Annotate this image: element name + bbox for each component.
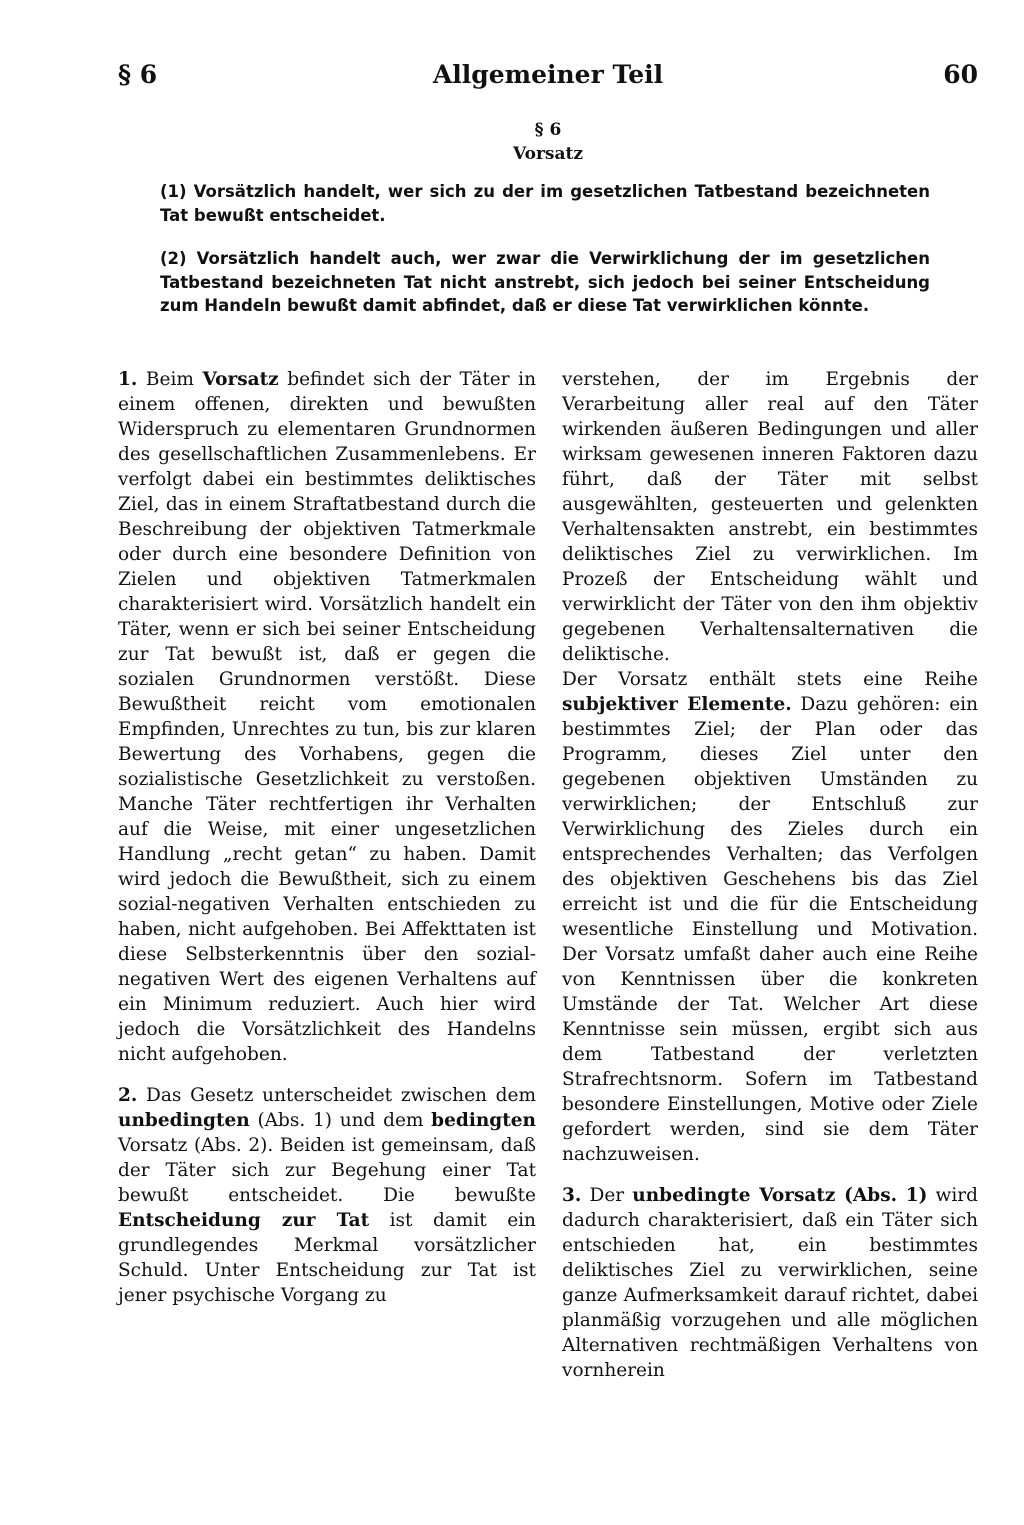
commentary-columns bbox=[118, 367, 978, 1487]
header-section-ref: § 6 bbox=[118, 60, 158, 89]
commentary-column-right bbox=[562, 367, 978, 1399]
note-text: (Abs. 1) und dem bbox=[249, 1110, 432, 1131]
note-emphasis: subjektiver Elemente. bbox=[562, 694, 792, 715]
commentary-note-2 bbox=[118, 1083, 536, 1308]
note-emphasis: unbedingten bbox=[118, 1110, 250, 1131]
note-emphasis: unbedingte Vorsatz (Abs. 1) bbox=[632, 1185, 928, 1206]
commentary-note-3 bbox=[562, 1183, 978, 1383]
section-title: Vorsatz bbox=[512, 144, 584, 164]
note-number: 2. bbox=[118, 1085, 138, 1106]
commentary-column-left bbox=[118, 367, 536, 1324]
note-text: ist damit ein grundlegendes Merkmal vorsätzlicher Schuld. Unter Entscheidung zur Tat ist jener psychische Vorgang zu bbox=[118, 1210, 536, 1306]
note-text: Der Vorsatz enthält stets eine Reihe bbox=[562, 669, 978, 690]
note-emphasis: Entscheidung zur Tat bbox=[118, 1210, 370, 1231]
note-text: Dazu gehören: ein bestimmtes Ziel; der Plan oder das Programm, dieses Ziel unter den gegebenen objektiven Umständen zu verwirklichen; der Entschluß zur Verwirklichung des Zieles durch ein entsprechendes Verhalten; das Verfolgen des objektiven Geschehens bis das Ziel erreicht ist und die für die Entscheidung wesentliche Einstellung und Motivation. Der Vorsatz umfaßt daher auch eine Reihe von Kenntnissen über die konkreten Umstände der Tat. Welcher Art diese Kenntnisse sein müssen, ergibt sich aus dem Tatbestand der verletzten Strafrechtsnorm. Sofern im Tatbestand besondere Einstellungen, Motive oder Ziele gefordert werden, sind sie dem Täter nachzuweisen. bbox=[562, 694, 978, 1165]
note-text: befindet sich der Täter in einem offenen, direkten und bewußten Widerspruch zu elementaren Grundnormen des gesellschaftlichen Zusammenlebens. Er verfolgt dabei ein bestimmtes deliktisches Ziel, das in einem Straftatbestand durch die Beschreibung der objektiven Tatmerkmale oder durch eine besondere Definition von Zielen und objektiven Tatmerkmalen charakterisiert wird. Vorsätzlich handelt ein Täter, wenn er sich bei seiner Entscheidung zur Tat bewußt ist, daß er gegen die sozialen Grundnormen verstößt. Diese Bewußtheit reicht vom emotionalen Empfinden, Unrechtes zu tun, bis zur klaren Bewertung des Vorhabens, gegen die sozialistische Gesetzlichkeit zu verstoßen. Manche Täter rechtfertigen ihr Verhalten auf die Weise, mit einer ungesetzlichen Handlung „recht getan“ zu haben. Damit wird jedoch die Bewußtheit, sich zu einem sozial-negativen Verhalten entschieden zu haben, nicht aufgehoben. Bei Affekttaten ist diese Selbsterkenntnis über den sozial-negativen Wert des eigenen Verhaltens auf ein Minimum reduziert. Auch hier wird jedoch die Vorsätzlichkeit des Handelns nicht aufgehoben. bbox=[118, 369, 537, 1065]
note-text: Das Gesetz unterscheidet zwischen dem bbox=[146, 1085, 536, 1106]
commentary-note-2-continued: verstehen, der im Ergebnis der Verarbeitung aller real auf den Täter wirkenden äußeren Bedingungen und aller wirksam gewesenen inneren Faktoren dazu führt, daß der Täter mit selbst ausgewählten, gesteuerten und gelenkten Verhaltensakten anstrebt, ein bestimmtes deliktisches Ziel zu verwirklichen. Im Prozeß der Entscheidung wählt und verwirklicht der Täter von den ihm objektiv gegebenen Verhaltensalternativen die deliktische. bbox=[562, 369, 978, 665]
page-number: 60 bbox=[943, 60, 978, 89]
note-text: wird dadurch charakterisiert, daß ein Täter sich entschieden hat, ein bestimmtes deliktisches Ziel zu verwirklichen, seine ganze Aufmerksamkeit darauf richtet, dabei planmäßig vorzugehen und alle möglichen Alternativen rechtmäßigen Verhaltens von vornherein bbox=[562, 1185, 978, 1381]
statute-paragraph-1: (1) Vorsätzlich handelt, wer sich zu der im gesetzlichen Tatbestand bezeichneten Tat bewußt entscheidet. bbox=[160, 182, 930, 225]
note-emphasis: bedingten bbox=[431, 1110, 536, 1131]
section-number: § 6 bbox=[534, 120, 562, 140]
note-emphasis: Vorsatz bbox=[202, 369, 279, 390]
header-part-title: Allgemeiner Teil bbox=[432, 60, 664, 89]
note-text: Vorsatz (Abs. 2). Beiden ist gemeinsam, daß der Täter sich zur Begehung einer Tat bewußt entscheidet. Die bewußte bbox=[118, 1135, 536, 1206]
note-text: Der bbox=[589, 1185, 633, 1206]
statute-paragraph-2: (2) Vorsätzlich handelt auch, wer zwar die Verwirklichung der im gesetzlichen Tatbestand bezeichneten Tat nicht anstrebt, sich jedoch bei seiner Entscheidung zum Handeln bewußt damit abfindet, daß er diese Tat verwirklichen könnte. bbox=[160, 249, 930, 315]
note-text: Beim bbox=[145, 369, 203, 390]
note-number: 3. bbox=[562, 1185, 582, 1206]
statute-text bbox=[160, 180, 930, 338]
running-header bbox=[118, 60, 978, 100]
commentary-note-2-subjective-elements bbox=[562, 667, 978, 1167]
commentary-note-1 bbox=[118, 367, 536, 1067]
note-number: 1. bbox=[118, 369, 138, 390]
section-heading bbox=[118, 118, 978, 166]
